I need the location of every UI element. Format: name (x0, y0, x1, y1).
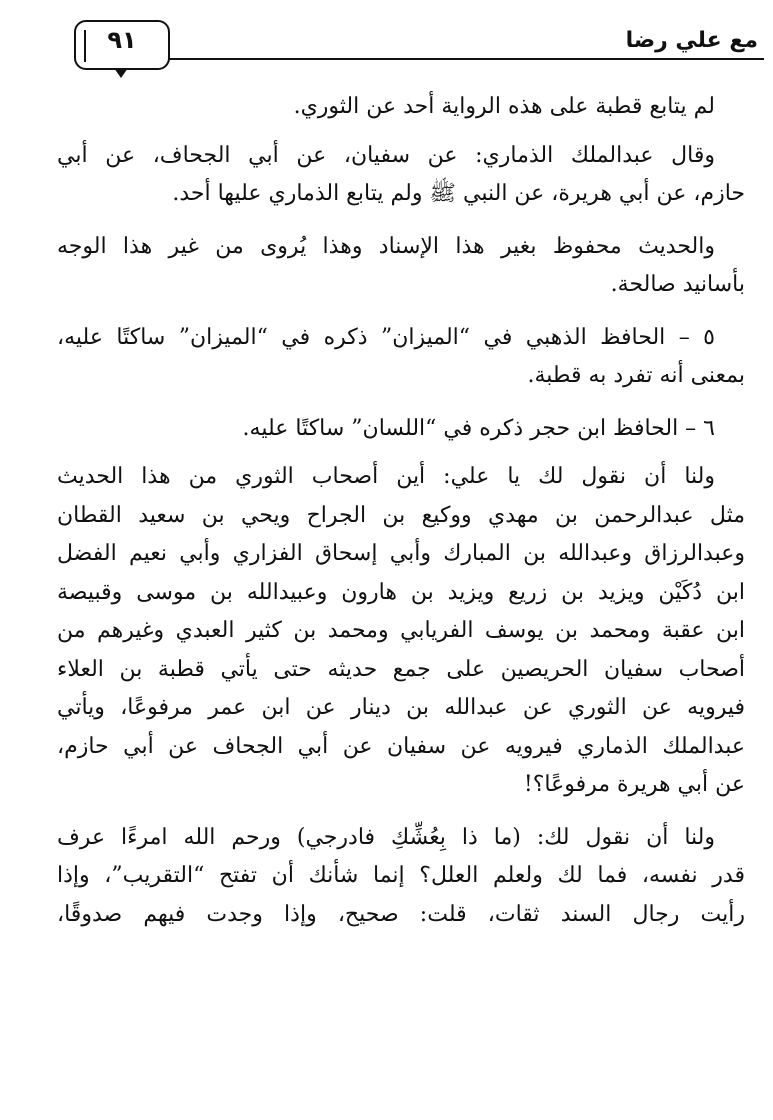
text-line: لم يتابع قطبة على هذه الرواية أحد عن الثوري. (293, 94, 715, 119)
page-box-notch (114, 68, 128, 78)
text-line: ٦ – الحافظ ابن حجر ذكره في “اللسان” ساكتًا عليه. (242, 415, 715, 441)
text-line: بأسانيد صالحة. (610, 272, 745, 297)
text-line: ولنا أن نقول لك يا علي: أين أصحاب الثوري من هذا الحديث (57, 464, 715, 489)
text-line: ولنا أن نقول لك: (ما ذا بِعُشِّكِ فادرجي) ورحم الله امرءًا عرف (57, 824, 715, 850)
page-header (74, 18, 764, 76)
running-title: مع علي رضا (625, 28, 758, 53)
paragraph-5 (57, 410, 745, 449)
text-line: رأيت رجال السند ثقات، قلت: صحيح، وإذا وجدت فيهم صدوقًا، (57, 901, 745, 927)
text-line: عن أبي هريرة مرفوعًا؟! (523, 772, 745, 797)
text-line: ابن دُكَيْن ويزيد بن زريع ويزيد بن هارون وعبيدالله بن موسى وقبيصة (57, 579, 745, 605)
paragraph-2 (57, 137, 745, 214)
text-line: ابن عقبة ومحمد بن يوسف الفريابي ومحمد بن كثير العبدي وغيرهم من (57, 618, 745, 643)
text-line: ٥ – الحافظ الذهبي في “الميزان” ذكره في “الميزان” ساكتًا عليه، (57, 324, 715, 350)
text-line: حازم، عن أبي هريرة، عن النبي ﷺ ولم يتابع الذماري عليها أحد. (172, 181, 745, 206)
text-line: قدر نفسه، فما لك ولعلم العلل؟ إنما شأنك أن تفتح “التقريب”، وإذا (57, 863, 745, 888)
text-line: مثل عبدالرحمن بن مهدي ووكيع بن الجراح ويحي بن سعيد القطان (57, 502, 745, 528)
paragraph-4 (57, 319, 745, 396)
page-body (57, 88, 745, 948)
text-line: فيرويه عن الثوري عن عبدالله بن دينار عن ابن عمر مرفوعًا، ويأتي (57, 695, 745, 720)
page-number: ٩١ (107, 26, 137, 54)
text-line: أصحاب سفيان الحريصين على جمع حديثه حتى يأتي قطبة بن العلاء (57, 656, 746, 682)
paragraph-1 (57, 88, 745, 127)
paragraph-6 (57, 458, 745, 805)
text-line: عبدالملك الذماري فيرويه عن سفيان عن أبي الجحاف عن أبي حازم، (57, 733, 745, 759)
paragraph-3 (57, 228, 745, 305)
header-rule (84, 58, 764, 60)
page-number-box (74, 20, 170, 70)
text-line: بمعنى أنه تفرد به قطبة. (527, 363, 745, 388)
text-line: والحديث محفوظ بغير هذا الإسناد وهذا يُروى من غير هذا الوجه (57, 233, 715, 259)
text-line: وقال عبدالملك الذماري: عن سفيان، عن أبي الجحاف، عن أبي (57, 142, 715, 168)
text-line: وعبدالرزاق وعبدالله بن المبارك وأبي إسحاق الفزاري وأبي نعيم الفضل (57, 541, 745, 566)
paragraph-7 (57, 819, 745, 935)
